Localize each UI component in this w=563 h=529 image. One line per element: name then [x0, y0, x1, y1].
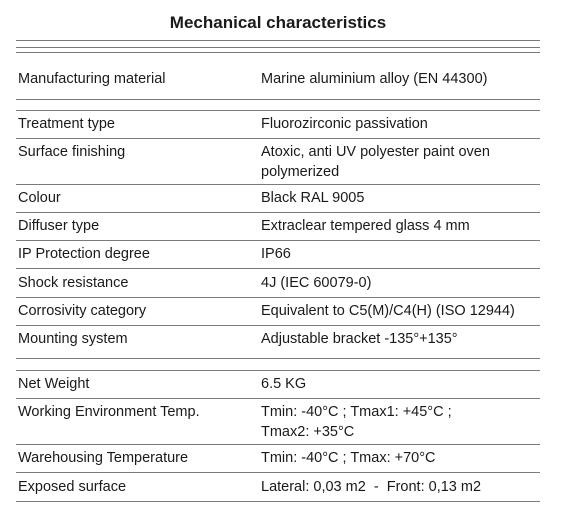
row-divider [16, 444, 540, 445]
row-divider [16, 99, 540, 100]
title-divider [16, 40, 540, 41]
spec-value: Lateral: 0,03 m2 - Front: 0,13 m2 [261, 479, 482, 495]
spec-value: 6.5 KG [261, 376, 307, 392]
row-divider [16, 212, 540, 213]
spec-value: Marine aluminium alloy (EN 44300) [261, 71, 488, 87]
spec-label: Shock resistance [18, 275, 129, 291]
spec-value: Adjustable bracket -135°+135° [261, 331, 458, 347]
spec-label: Exposed surface [18, 479, 127, 495]
row-divider [16, 472, 540, 473]
row-divider [16, 184, 540, 185]
spec-value: 4J (IEC 60079-0) [261, 275, 372, 291]
spec-value: Atoxic, anti UV polyester paint oven polymerized [261, 144, 490, 180]
spec-label: Treatment type [18, 116, 115, 132]
spec-value: Black RAL 9005 [261, 190, 365, 206]
spec-label: Manufacturing material [18, 71, 166, 87]
header-divider-bottom [16, 52, 540, 53]
row-divider [16, 358, 540, 359]
spec-label: Working Environment Temp. [18, 404, 200, 420]
spec-value: Tmin: -40°C ; Tmax: +70°C [261, 450, 436, 466]
spec-value: Fluorozirconic passivation [261, 116, 428, 132]
row-divider [16, 138, 540, 139]
header-divider-top [16, 47, 540, 48]
spec-label: Colour [18, 190, 61, 206]
row-divider [16, 325, 540, 326]
spec-label: Mounting system [18, 331, 128, 347]
spec-label: Net Weight [18, 376, 90, 392]
spec-value: Tmin: -40°C ; Tmax1: +45°C ; Tmax2: +35°C [261, 404, 452, 440]
row-divider [16, 501, 540, 502]
spec-label: Corrosivity category [18, 303, 147, 319]
spec-label: Warehousing Temperature [18, 450, 189, 466]
row-divider [16, 110, 540, 111]
spec-value: Equivalent to C5(M)/C4(H) (ISO 12944) [261, 303, 515, 319]
spec-label: Surface finishing [18, 144, 126, 160]
row-divider [16, 240, 540, 241]
spec-value: Extraclear tempered glass 4 mm [261, 218, 470, 234]
row-divider [16, 370, 540, 371]
row-divider [16, 398, 540, 399]
row-divider [16, 297, 540, 298]
section-title: Mechanical characteristics [169, 13, 387, 32]
row-divider [16, 268, 540, 269]
spec-label: IP Protection degree [18, 246, 150, 262]
spec-label: Diffuser type [18, 218, 100, 234]
spec-value: IP66 [261, 246, 291, 262]
